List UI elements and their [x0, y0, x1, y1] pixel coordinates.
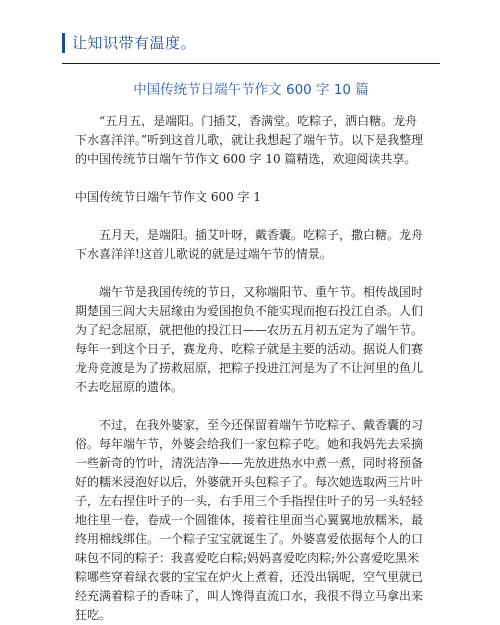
header-slogan: 让知识带有温度。	[72, 34, 197, 52]
body-paragraph: 五月天，是端阳。插艾叶呀，戴香囊。吃粽子，撒白糖。龙舟下水喜洋洋!这首儿歌说的就是过端午节的情景。	[75, 228, 424, 261]
header-divider	[62, 63, 440, 64]
article-body	[75, 112, 427, 625]
header-accent-bar	[62, 33, 65, 53]
body-paragraph: 端午节是我国传统的节日，又称端阳节、重午节。相传战国时期楚国三闾大夫屈缘由为爱国抱负不能实现而抱石投江自杀。人们为了纪念屈原，就把他的投江日——农历五月初五定为了端午节。每年一到这个日子，赛龙舟、吃粽子就是主要的活动。据说人们赛龙舟竞渡是为了捞救屈原，把粽子投进江河是为了不让河里的鱼儿不去吃屈原的遗体。	[75, 285, 424, 394]
intro-paragraph: “五月五，是端阳。门插艾，香满堂。吃粽子，洒白糖。龙舟下水喜洋洋。”听到这首儿歌，就让我想起了端午节。以下是我整理的中国传统节日端午节作文 600 字 10 篇精选，欢迎阅读共享。	[75, 114, 424, 166]
body-paragraph: 不过，在我外婆家，至今还保留着端午节吃粽子、戴香囊的习俗。每年端午节，外婆会给我们一家包粽子吃。她和我妈先去采摘一些新奇的竹叶，清洗洁净——先放进热水中煮一煮，同时将预备好的糯米浸泡好以后，外婆就开头包粽子了。每次她选取两三片叶子，左右捏住叶子的一头，右手用三个手指捏住叶子的另一头轻轻地往里一卷，卷成一个圆锥体，接着往里面当心翼翼地放糯米，最终用棉线绑住。一个粽子宝宝就诞生了。外婆喜爱依据每个人的口味包不同的粽子：我喜爱吃白粽;妈妈喜爱吃肉粽;外公喜爱吃黑米粽哪些穿着绿衣裳的宝宝在炉火上煮着，还没出锅呢，空气里就已经充满着粽子的香味了，叫人馋得直流口水，我很不得立马拿出来狂吃。	[75, 418, 424, 622]
section-heading: 中国传统节日端午节作文 600 字 1	[75, 190, 261, 204]
article-title: 中国传统节日端午节作文 600 字 10 篇	[133, 82, 369, 98]
